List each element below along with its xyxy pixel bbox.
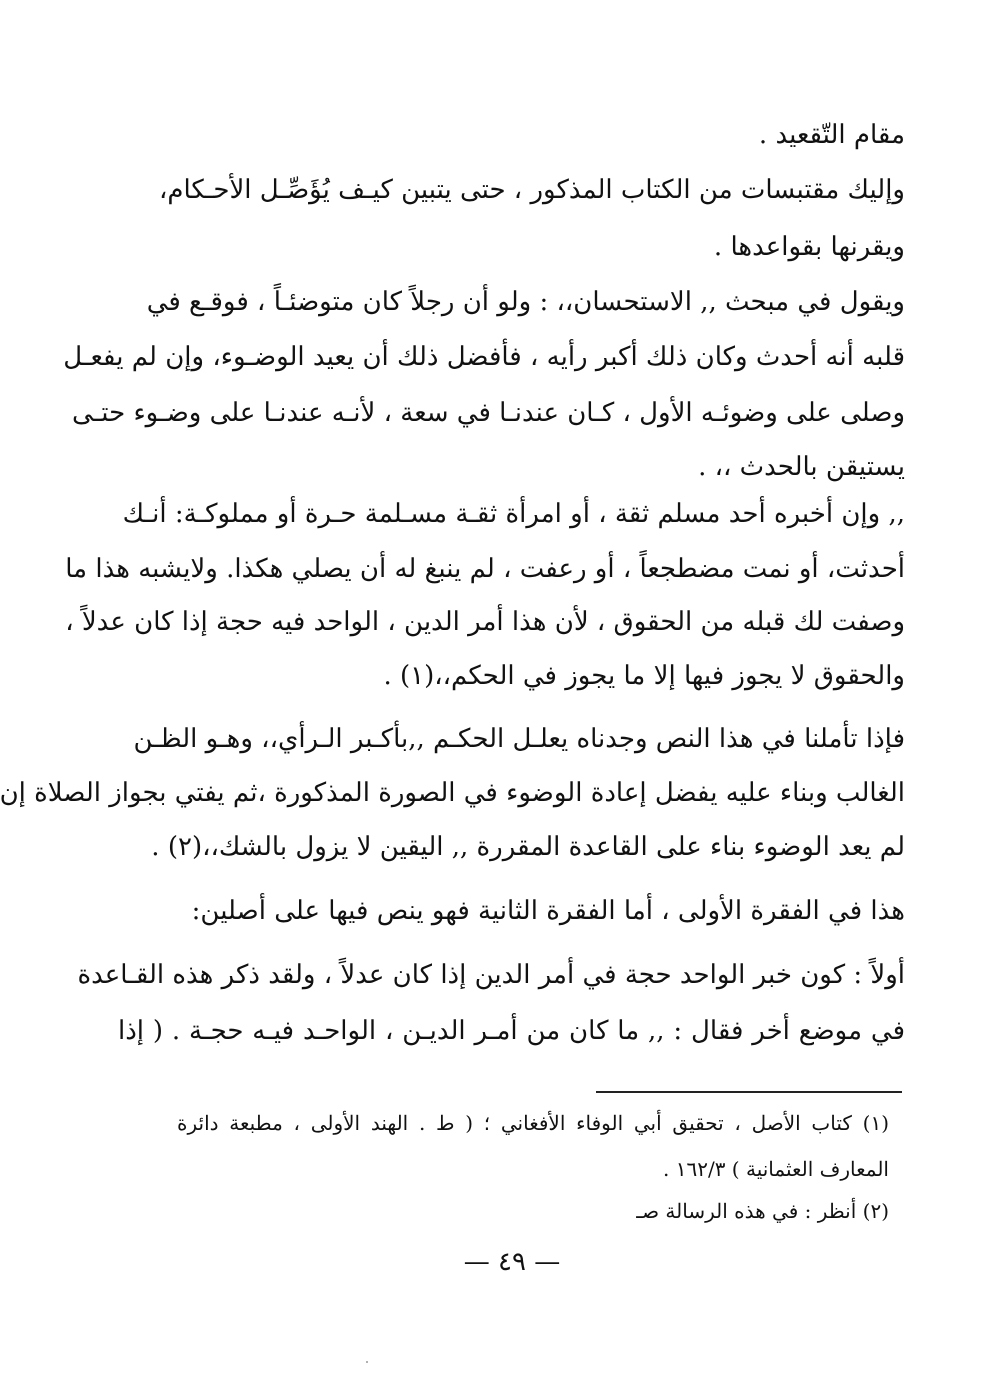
- footnote-line-1: (١) كتاب الأصل ، تحقيق أبي الوفاء الأفغاني ؛ ( ط . الهند الأولى ، مطبعة دائرة: [177, 1111, 889, 1135]
- text-line-7: يستيقن بالحدث ،، .: [698, 452, 905, 482]
- text-line-17: في موضع أخر فقال : ,, ما كان من أمـر الديـن ، الواحـد فيـه حجـة . ( إذا: [118, 1016, 905, 1046]
- text-line-10: وصفت لك قبله من الحقوق ، لأن هذا أمر الدين ، الواحد فيه حجة إذا كان عدلاً ،: [65, 607, 905, 637]
- text-line-1: مقام التّقعيد .: [758, 120, 905, 150]
- text-line-2: وإليك مقتبسات من الكتاب المذكور ، حتى يتبين كيـف يُؤَصِّـل الأحـكام،: [159, 175, 905, 205]
- text-line-12: فإذا تأملنا في هذا النص وجدناه يعلـل الحكـم ,,بأكـبر الـرأي،، وهـو الظـن: [133, 724, 905, 754]
- text-line-4: ويقول في مبحث ,, الاستحسان،، : ولو أن رجلاً كان متوضئـاً ، فوقـع في: [146, 287, 905, 317]
- text-line-14: لم يعد الوضوء بناء على القاعدة المقررة ,, اليقين لا يزول بالشك،،(٢) .: [151, 832, 905, 862]
- footnote-separator: [596, 1091, 902, 1093]
- text-line-3: ويقرنها بقواعدها .: [713, 232, 905, 262]
- text-line-5: قلبه أنه أحدث وكان ذلك أكبر رأيه ، فأفضل ذلك أن يعيد الوضـوء، وإن لم يفعـل: [63, 342, 905, 372]
- text-line-16: أولاً : كون خبر الواحد حجة في أمر الدين إذا كان عدلاً ، ولقد ذكر هذه القـاعدة: [77, 960, 905, 990]
- text-line-8: ,, وإن أخبره أحد مسلم ثقة ، أو امرأة ثقـة مسـلمة حـرة أو مملوكـة: أنـك: [122, 499, 905, 529]
- text-line-9: أحدثت، أو نمت مضطجعاً ، أو رعفت ، لم ينبغ له أن يصلي هكذا. ولايشبه هذا ما: [65, 554, 905, 584]
- text-line-11: والحقوق لا يجوز فيها إلا ما يجوز في الحكم،،(١) .: [383, 661, 905, 691]
- page-number: — ٤٩ —: [463, 1247, 561, 1277]
- text-line-6: وصلى على وضوئـه الأول ، كـان عندنـا في سعة ، لأنـه عندنـا على وضـوء حتـى: [71, 398, 905, 428]
- text-line-13: الغالب وبناء عليه يفضل إعادة الوضوء في الصورة المذكورة ،ثم يفتي بجواز الصلاة إن: [0, 778, 905, 808]
- scan-speck: [366, 1361, 368, 1363]
- text-line-15: هذا في الفقرة الأولى ، أما الفقرة الثانية فهو ينص فيها على أصلين:: [191, 896, 905, 926]
- footnote-line-2: المعارف العثمانية ) ١٦٢/٣ .: [663, 1157, 889, 1181]
- footnote-line-3: (٢) أنظر : في هذه الرسالة صـ: [636, 1199, 889, 1223]
